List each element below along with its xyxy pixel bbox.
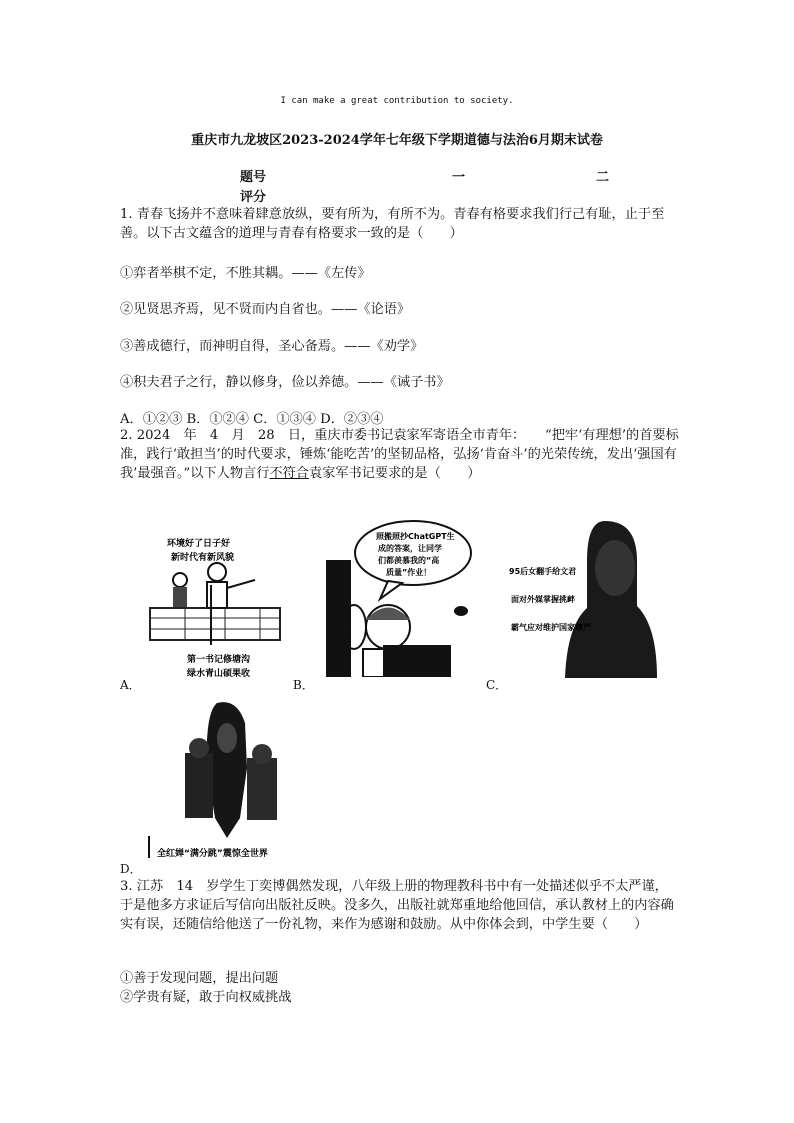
q2-label-b: B． xyxy=(293,678,314,692)
image-c-photo xyxy=(497,516,662,678)
q2-label-c: C． xyxy=(486,678,508,692)
header-motto: I can make a great contribution to society. xyxy=(280,96,514,106)
image-b-bubble-2: 成的答案，让同学 xyxy=(378,544,442,553)
image-a-text-2: 新时代有新风貌 xyxy=(171,553,235,563)
q2-label-a: A． xyxy=(120,678,141,692)
image-b-bubble-4: 质量”作业！ xyxy=(386,568,432,577)
page-title: 重庆市九龙坡区2023-2024学年七年级下学期道德与法治6月期末试卷 xyxy=(191,133,603,148)
q1-option-3: ③善成德行，而神明自得，圣心备焉。——《劝学》 xyxy=(120,339,424,354)
q3-stem: 3. 江苏 14 岁学生丁奕博偶然发现，八年级上册的物理教科书中有一处描述似乎不太严谨，于是他多方求证后写信向出版社反映。没多久，出版社就郑重地给他回信，承认教材上的内容确实有误，还随信给他送了一份礼物，来作为感谢和鼓励。从中你体会到，中学生要（ ） xyxy=(120,879,674,932)
score-row2-label: 评分 xyxy=(240,190,267,205)
q2-label-d: D． xyxy=(120,862,142,876)
q3-option-1: ①善于发现问题，提出问题 xyxy=(120,971,279,986)
q1-choices: A．①②③ B．①②④ C．①③④ D．②③④ xyxy=(120,412,384,427)
q1-option-2: ②见贤思齐焉，见不贤而内自省也。——《论语》 xyxy=(120,302,411,317)
q2-stem-after: 袁家军书记要求的是（ ） xyxy=(308,466,481,481)
q2-stem-before: 2. 2024 年 4 月 28 日，重庆市委书记袁家军寄语全市青年： “把牢‘有理想’的首要标准，践行‘敢担当’的时代要求，锤炼‘能吃苦’的坚韧品格，弘扬‘肯奋斗’的光荣传统，发出‘强国有我’最强音。”以下人物言行 xyxy=(120,428,679,481)
q1-option-4: ④积夫君子之行，静以修身，俭以养德。——《诫子书》 xyxy=(120,375,450,390)
image-a-caption-1: 第一书记修塘沟 xyxy=(187,655,251,665)
image-b-bubble-1: 照搬照抄ChatGPT生 xyxy=(376,532,455,541)
q1-option-1: ①弈者举棋不定，不胜其耦。——《左传》 xyxy=(120,266,371,281)
score-col-2: 二 xyxy=(596,170,610,185)
image-d-caption: 全红婵“满分跳”震惊全世界 xyxy=(157,849,268,859)
image-c-text-3: 霸气应对维护国家尊严 xyxy=(511,623,591,632)
score-col-1: 一 xyxy=(452,170,466,185)
image-a-text-1: 环境好了日子好 xyxy=(167,539,231,549)
image-a-caption-2: 绿水青山硕果收 xyxy=(187,669,251,679)
image-a-cartoon xyxy=(145,530,295,685)
image-b-cartoon xyxy=(318,515,478,677)
image-d-photo xyxy=(145,698,320,860)
image-c-text-2: 面对外媒掌握挑衅 xyxy=(511,595,575,604)
q3-option-2: ②学贵有疑，敢于向权威挑战 xyxy=(120,990,292,1005)
q2-stem-underline: 不符合 xyxy=(269,466,309,481)
image-c-text-1: 95后女翻手给文君 xyxy=(509,567,577,576)
score-row-label: 题号 xyxy=(240,170,267,185)
image-b-bubble-3: 们都羡慕我的“高 xyxy=(378,556,440,565)
q1-stem: 1. 青春飞扬并不意味着肆意放纵，要有所为，有所不为。青春有格要求我们行己有耻，止于至善。以下古文蕴含的道理与青春有格要求一致的是（ ） xyxy=(120,207,665,241)
q2-stem xyxy=(120,426,680,483)
